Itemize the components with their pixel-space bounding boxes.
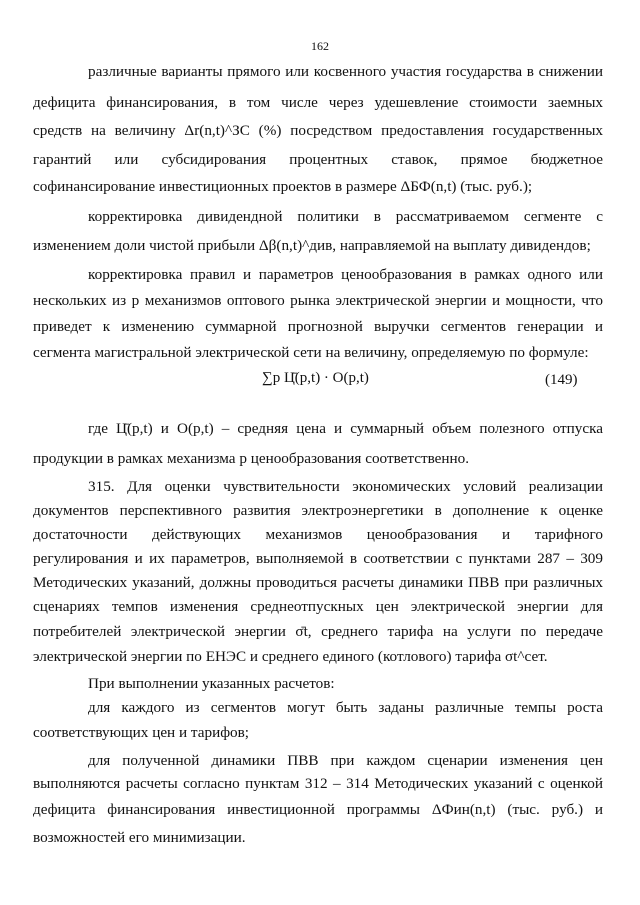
text-line: выполняются расчеты согласно пунктам 312 – 314 Методических указаний с оценкой [33, 775, 603, 792]
text-line: гарантий или субсидирования процентных ставок, прямое бюджетное [33, 151, 603, 168]
page-number: 162 [311, 39, 329, 53]
text-line: дефицита финансирования инвестиционной программы ΔФин(n,t) (тыс. руб.) и [33, 801, 603, 818]
formula-number: (149) [545, 372, 578, 388]
text-line: документов перспективного развития электроэнергетики в дополнение к оценке [33, 502, 603, 519]
text-line: дефицита финансирования, в том числе через удешевление стоимости заемных [33, 94, 603, 111]
text-line: где Ц̄(p,t) и О(p,t) – средняя цена и суммарный объем полезного отпуска [88, 420, 603, 437]
text-line: электрической энергии по ЕНЭС и среднего единого (котлового) тарифа σt^сет. [33, 648, 548, 665]
text-line: 315. Для оценки чувствительности экономических условий реализации [88, 478, 603, 495]
text-line: изменением доли чистой прибыли Δβ(n,t)^див, направляемой на выплату дивидендов; [33, 237, 591, 254]
text-line: При выполнении указанных расчетов: [88, 675, 335, 692]
text-line: для полученной динамики ПВВ при каждом сценарии изменения цен [88, 752, 603, 769]
text-line: нескольких из p механизмов оптового рынка электрической энергии и мощности, что [33, 292, 603, 309]
text-line: Методических указаний, должны проводиться расчеты динамики ПВВ при различных [33, 574, 603, 591]
text-line: различные варианты прямого или косвенного участия государства в снижении [88, 63, 603, 80]
text-line: регулирования и их параметров, выполняемой в соответствии с пунктами 287 – 309 [33, 550, 603, 567]
text-line: для каждого из сегментов могут быть заданы различные темпы роста [88, 699, 603, 716]
formula-149: ∑p Ц̄(p,t) · О(p,t) [262, 370, 369, 386]
text-line: потребителей электрической энергии σ̄t, среднего тарифа на услуги по передаче [33, 623, 603, 640]
text-line: приведет к изменению суммарной прогнозной выручки сегментов генерации и [33, 318, 603, 335]
text-line: корректировка правил и параметров ценообразования в рамках одного или [88, 266, 603, 283]
text-line: корректировка дивидендной политики в рассматриваемом сегменте с [88, 208, 603, 225]
text-line: сегмента магистральной электрической сети на величину, определяемую по формуле: [33, 344, 589, 361]
text-line: возможностей его минимизации. [33, 829, 246, 846]
text-line: софинансирование инвестиционных проектов в размере ΔБФ(n,t) (тыс. руб.); [33, 178, 533, 195]
text-line: соответствующих цен и тарифов; [33, 724, 250, 741]
text-line: средств на величину Δr(n,t)^ЗС (%) посредством предоставления государственных [33, 122, 603, 139]
text-line: сценариях темпов изменения среднеотпускных цен электрической энергии для [33, 598, 603, 615]
text-line: продукции в рамках механизма p ценообразования соответственно. [33, 450, 470, 467]
text-line: достаточности действующих механизмов ценообразования и тарифного [33, 526, 603, 543]
